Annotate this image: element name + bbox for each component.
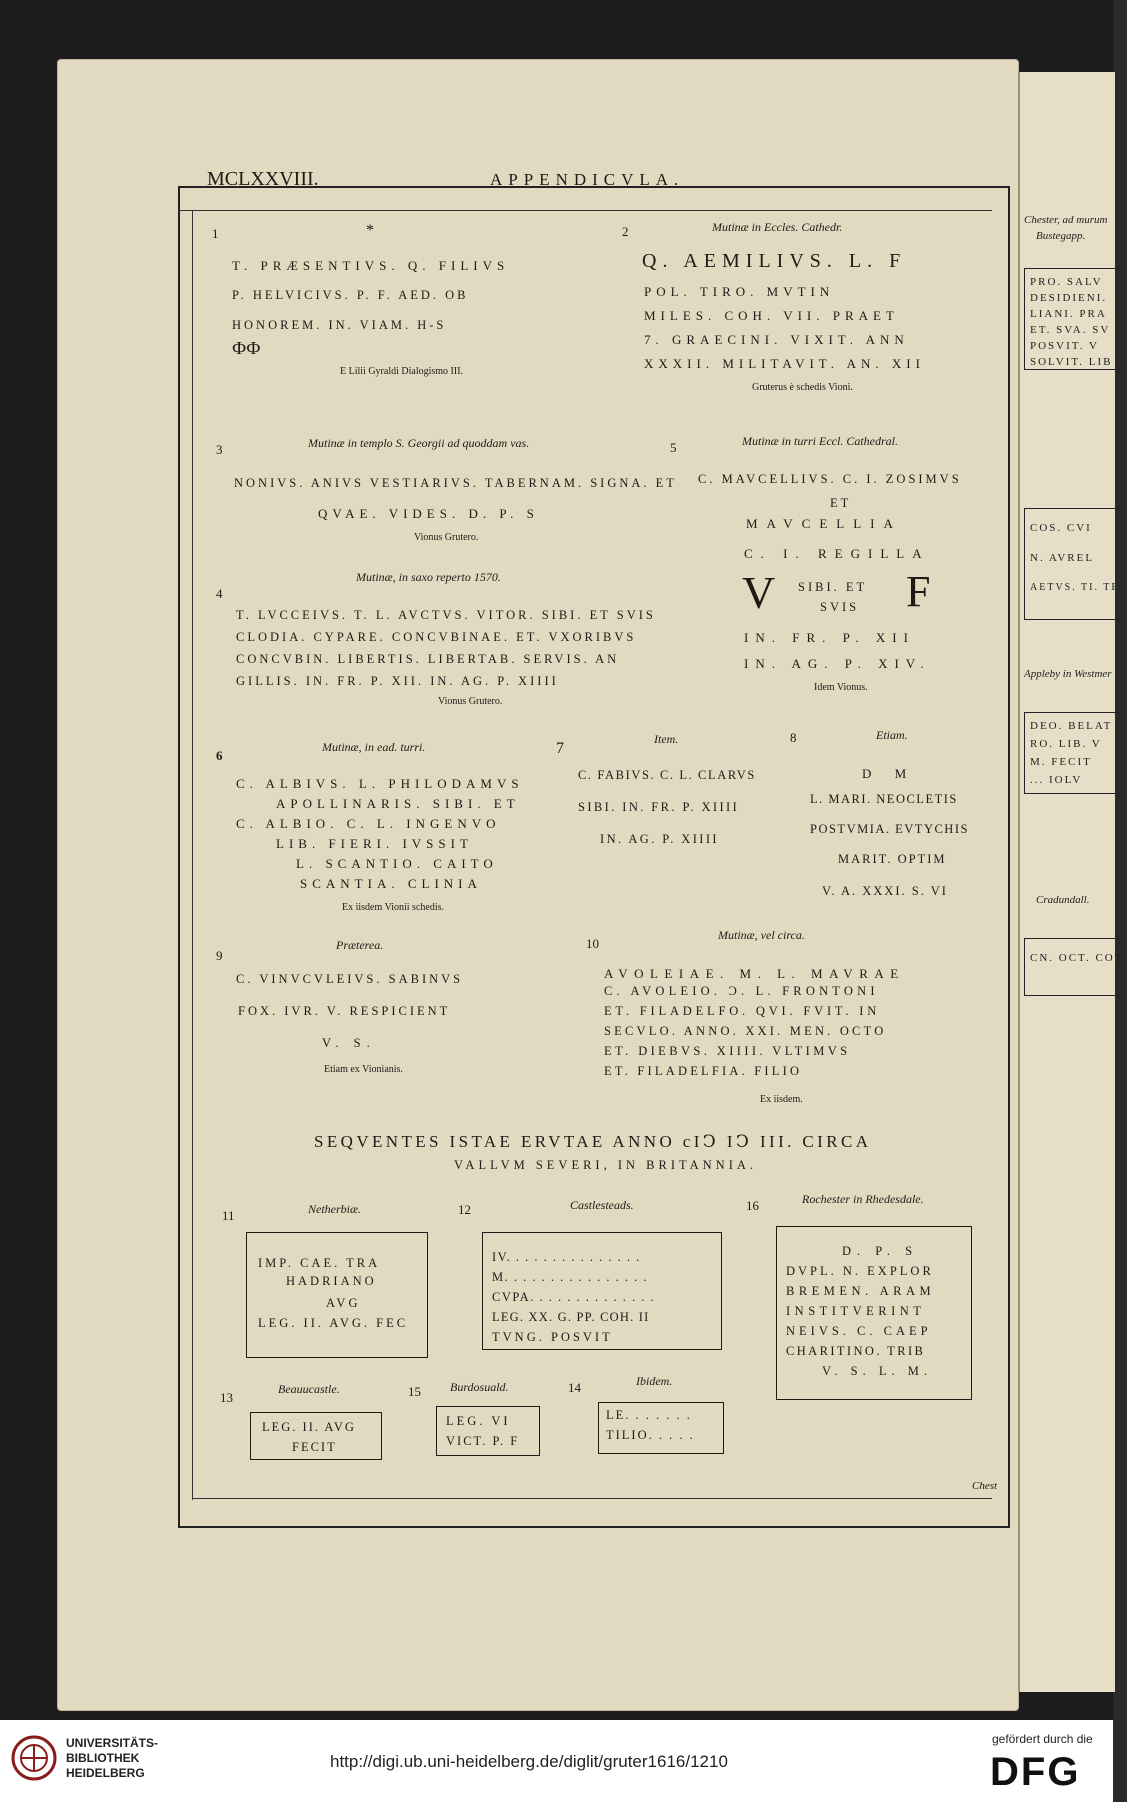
inscription-line: MAVCELLIA — [746, 516, 902, 531]
next-heading-3: Cradundall. — [1036, 894, 1090, 906]
inscription-line: C. AVOLEIO. Ɔ. L. FRONTONI — [604, 984, 879, 998]
next-box-1-line: SOLVIT. LIB — [1030, 356, 1113, 368]
running-title: APPENDICVLA. — [490, 170, 685, 189]
inscription-line: HONOREM. IN. VIAM. H-S — [232, 318, 447, 332]
next-box-3-line: DEO. BELAT — [1030, 720, 1113, 732]
inscription-heading: Rochester in Rhedesdale. — [802, 1192, 924, 1206]
inscription-line: IN. AG. P. XIV. — [744, 656, 931, 671]
inscription-line: IN. AG. P. XIIII — [600, 832, 719, 846]
inscription-line: SECVLO. ANNO. XXI. MEN. OCTO — [604, 1024, 887, 1038]
inscription-line: VICT. P. F — [446, 1434, 520, 1448]
inscription-line: GILLIS. IN. FR. P. XII. IN. AG. P. XIIII — [236, 674, 559, 688]
header-rule — [178, 210, 992, 211]
inscription-line: SCANTIA. CLINIA — [300, 876, 482, 891]
inscription-line: SIBI. IN. FR. P. XIIII — [578, 800, 740, 814]
inscription-heading: Beauucastle. — [278, 1382, 340, 1396]
inscription-line: D. P. S — [842, 1244, 919, 1258]
inscription-line: APOLLINARIS. SIBI. ET — [276, 796, 520, 811]
next-box-4 — [1024, 938, 1125, 996]
inscription-line: T. PRÆSENTIVS. Q. FILIVS — [232, 258, 510, 273]
inscription-number: 9 — [216, 948, 223, 963]
inscription-number: 6 — [216, 748, 223, 763]
inscription-heading: Mutinæ in Eccles. Cathedr. — [712, 220, 843, 234]
inscription-line: CONCVBIN. LIBERTIS. LIBERTAB. SERVIS. AN — [236, 652, 620, 666]
next-heading-2: Appleby in Westmer — [1024, 668, 1112, 680]
inscription-line: MARIT. OPTIM — [838, 852, 947, 866]
inscription-line: TVNG. POSVIT — [492, 1330, 613, 1344]
page-folio: MCLXXVIII. — [207, 168, 319, 190]
inscription-heading: Burdosuald. — [450, 1380, 509, 1394]
inscription-line: POL. TIRO. MVTIN — [644, 284, 835, 299]
inscription-number: 12 — [458, 1202, 471, 1217]
inscription-number: 16 — [746, 1198, 759, 1213]
large-letter-v: V — [742, 567, 776, 618]
inscription-line: TILIO. . . . . — [606, 1428, 695, 1442]
inscription-line: LEG. II. AVG — [262, 1420, 356, 1434]
inscription-number: 15 — [408, 1384, 421, 1399]
inscription-line: M. . . . . . . . . . . . . . . . — [492, 1270, 648, 1284]
inscription-line: C. ALBIVS. L. PHILODAMVS — [236, 776, 524, 791]
inscription-line: NEIVS. C. CAEP — [786, 1324, 932, 1338]
next-box-1-line: ET. SVA. SV — [1030, 324, 1111, 336]
inscription-line: D M — [862, 766, 917, 781]
inscription-number: 10 — [586, 936, 599, 951]
inscription-source: Vionus Grutero. — [438, 696, 503, 707]
next-box-2-line: AETVS. TI. TE. — [1030, 582, 1125, 593]
inscription-heading: Item. — [654, 732, 679, 746]
adjacent-page — [1018, 72, 1127, 1692]
inscription-box — [246, 1232, 428, 1358]
inscription-line: INSTITVERINT — [786, 1304, 926, 1318]
inscription-heading: Mutinæ, vel circa. — [718, 928, 805, 942]
inscription-heading: Etiam. — [876, 728, 908, 742]
inscription-line: ET. DIEBVS. XIIII. VLTIMVS — [604, 1044, 851, 1058]
inscription-source: Gruterus è schedis Vioni. — [752, 382, 853, 393]
inscription-heading: Mutinæ in templo S. Georgii ad quoddam vas. — [308, 436, 530, 450]
inscription-source: Etiam ex Vionianis. — [324, 1064, 403, 1075]
inscription-line: L. SCANTIO. CAITO — [296, 856, 498, 871]
inscription-line: C. FABIVS. C. L. CLARVS — [578, 768, 756, 782]
inscription-line: SIBI. ET — [798, 580, 868, 594]
library-name-line: HEIDELBERG — [66, 1766, 145, 1780]
footer-rule — [192, 1498, 992, 1499]
large-letter-f: F — [906, 567, 931, 616]
permalink-url[interactable]: http://digi.ub.uni-heidelberg.de/diglit/gruter1616/1210 — [330, 1752, 728, 1771]
inscription-source: Vionus Grutero. — [414, 532, 479, 543]
inscription-heading: Castlesteads. — [570, 1198, 634, 1212]
inscription-line: V. S. L. M. — [822, 1364, 932, 1378]
next-box-2-line: N. AVREL — [1030, 552, 1095, 564]
inscription-line: C. MAVCELLIVS. C. I. ZOSIMVS — [698, 472, 962, 486]
inscription-number: 8 — [790, 730, 797, 745]
viewer-footer — [0, 1720, 1113, 1802]
inscription-number: 5 — [670, 440, 677, 455]
next-box-1-line: LIANI. PRA — [1030, 308, 1107, 320]
sponsor-label: gefördert durch die — [992, 1732, 1093, 1746]
inscription-line: IN. FR. P. XII — [744, 630, 915, 645]
asterisk-mark: * — [366, 222, 374, 239]
catchword: Chest — [972, 1480, 998, 1492]
inscription-line: CHARITINO. TRIB — [786, 1344, 926, 1358]
inscription-heading: Ibidem. — [636, 1374, 673, 1388]
next-box-3-line: RO. LIB. V — [1030, 738, 1102, 750]
inscription-line: C. ALBIO. C. L. INGENVO — [236, 816, 501, 831]
inscription-line: ET — [830, 496, 852, 510]
inscription-number: 11 — [222, 1208, 235, 1223]
inscription-heading: Netherbiæ. — [308, 1202, 361, 1216]
inscription-line: ET. FILADELFO. QVI. FVIT. IN — [604, 1004, 881, 1018]
inscription-number: 3 — [216, 442, 223, 457]
inscription-heading: Mutinæ, in saxo reperto 1570. — [356, 570, 501, 584]
next-box-1-line: POSVIT. V — [1030, 340, 1099, 352]
next-box-3-line: M. FECIT — [1030, 756, 1092, 768]
inscription-line: MILES. COH. VII. PRAET — [644, 308, 899, 323]
inscription-line: V. S. — [322, 1036, 376, 1050]
inscription-line: BREMEN. ARAM — [786, 1284, 936, 1298]
inscription-source: Ex iisdem. — [760, 1094, 803, 1105]
section-heading: SEQVENTES ISTAE ERVTAE ANNO cIↃ IↃ III. CIRCA — [314, 1132, 872, 1151]
inscription-line: LEG. VI — [446, 1414, 511, 1428]
next-box-4-line: CN. OCT. COT. — [1030, 952, 1127, 964]
library-name-line: BIBLIOTHEK — [66, 1751, 140, 1765]
inscription-number: 14 — [568, 1380, 581, 1395]
inscription-line: P. HELVICIVS. P. F. AED. OB — [232, 288, 469, 302]
next-heading-1b: Bustegapp. — [1036, 230, 1086, 242]
dfg-logo: DFG — [990, 1750, 1081, 1794]
next-box-3-line: ... IOLV — [1030, 774, 1083, 786]
inscription-line: T. LVCCEIVS. T. L. AVCTVS. VITOR. SIBI. ET SVIS — [236, 608, 656, 622]
inscription-line: ФФ — [232, 338, 261, 358]
inscription-line: AVOLEIAE. M. L. MAVRAE — [604, 966, 905, 981]
section-subheading: VALLVM SEVERI, IN BRITANNIA. — [454, 1158, 758, 1172]
inscription-line: POSTVMIA. EVTYCHIS — [810, 822, 969, 836]
inscription-heading: Mutinæ, in ead. turri. — [322, 740, 426, 754]
next-heading-1: Chester, ad murum — [1024, 214, 1108, 226]
next-box-2-line: COS. CVI — [1030, 522, 1092, 534]
inscription-line: C. I. REGILLA — [744, 546, 930, 561]
next-box-1-line: DESIDIENI. — [1030, 292, 1108, 304]
inscription-line: LE. . . . . . . — [606, 1408, 692, 1422]
inscription-line: AVG — [326, 1296, 361, 1310]
inscription-line: FOX. IVR. V. RESPICIENT — [238, 1004, 451, 1018]
inscription-line: HADRIANO — [286, 1274, 377, 1288]
inscription-line: LIB. FIERI. IVSSIT — [276, 836, 473, 851]
inscription-heading: Præterea. — [336, 938, 384, 952]
inscription-line: DVPL. N. EXPLOR — [786, 1264, 934, 1278]
inscription-source: Idem Vionus. — [814, 682, 868, 693]
inscription-number: 1 — [212, 226, 219, 241]
library-name-line: UNIVERSITÄTS- — [66, 1736, 159, 1750]
inscription-line: IV. . . . . . . . . . . . . . . — [492, 1250, 641, 1264]
inscription-line: CVPA. . . . . . . . . . . . . . — [492, 1290, 656, 1304]
inscription-line: QVAE. VIDES. D. P. S — [318, 506, 539, 521]
inscription-line: ET. FILADELFIA. FILIO — [604, 1064, 803, 1078]
inscription-number: 7 — [556, 740, 564, 757]
inscription-line: XXXII. MILITAVIT. AN. XII — [644, 356, 925, 371]
inscription-line: L. MARI. NEOCLETIS — [810, 792, 958, 806]
inscription-heading: Mutinæ in turri Eccl. Cathedral. — [742, 434, 898, 448]
inscription-line: V. A. XXXI. S. VI — [822, 884, 948, 898]
library-name — [66, 1736, 158, 1781]
inscription-line: Q. AEMILIVS. L. F — [642, 250, 907, 272]
inscription-line: C. VINVCVLEIVS. SABINVS — [236, 972, 464, 986]
inscription-line: IMP. CAE. TRA — [258, 1256, 381, 1270]
university-seal-icon — [10, 1734, 58, 1782]
inscription-source: Ex iisdem Vionii schedis. — [342, 902, 444, 913]
inscription-line: NONIVS. ANIVS VESTIARIVS. TABERNAM. SIGNA. ET — [234, 476, 677, 490]
inscription-line: FECIT — [292, 1440, 337, 1454]
inscription-number: 4 — [216, 586, 223, 601]
next-box-1-line: PRO. SALV — [1030, 276, 1103, 288]
inscription-source: E Lilii Gyraldi Dialogismo III. — [340, 366, 464, 377]
inscription-line: LEG. II. AVG. FEC — [258, 1316, 409, 1330]
inscription-number: 13 — [220, 1390, 233, 1405]
inscription-line: SVIS — [820, 600, 860, 614]
inscription-line: CLODIA. CYPARE. CONCVBINAE. ET. VXORIBVS — [236, 630, 637, 644]
inscription-line: 7. GRAECINI. VIXIT. ANN — [644, 332, 909, 347]
inscription-number: 2 — [622, 224, 629, 239]
inscription-line: LEG. XX. G. PP. COH. II — [492, 1310, 650, 1324]
